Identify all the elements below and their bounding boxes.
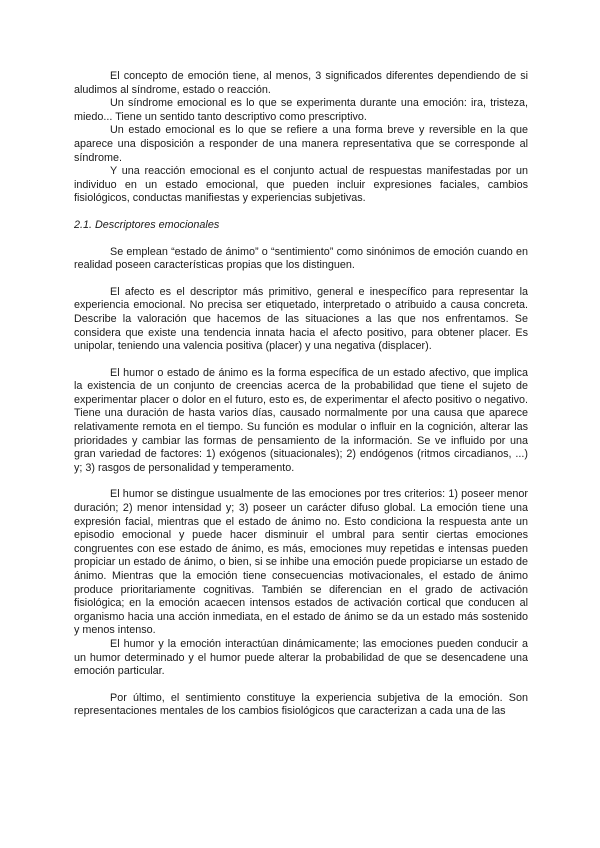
paragraph-mood-emotion-interaction: El humor y la emoción interactúan dinámicamente; las emociones pueden conducir a un humor determinado y el humor puede alterar la probabilidad de que se desencadene una emoción particular. xyxy=(74,637,528,678)
paragraph-affect: El afecto es el descriptor más primitivo, general e inespecífico para representar la experiencia emocional. No precisa ser etiquetado, interpretado o atribuido a causa concreta. Describe la valoración que hacemos de las situaciones a las que nos enfrentamos. Se considera que existe una tendencia innata hacia el afecto positivo, para obtener placer. Es unipolar, teniendo una valencia positiva (placer) y una negativa (displacer). xyxy=(74,285,528,353)
paragraph-mood-vs-emotion: El humor se distingue usualmente de las emociones por tres criterios: 1) poseer menor duración; 2) menor intensidad y; 3) poseer un carácter difuso global. La emoción tiene una expresión facial, mientras que el estado de ánimo no. Esto condiciona la respuesta ante un episodio emocional y puede hacer disminuir el umbral para sentir ciertas emociones congruentes con ese estado de ánimo, es más, emociones muy repetidas e intensas pueden propiciar un estado de ánimo, o bien, si se inhibe una emoción puede propiciarse un estado de ánimo. Mientras que la emoción tiene consecuencias motivacionales, el estado de ánimo produce prioritariamente cognitivas. También se diferencian en el grado de activación fisiológica; en la emoción acaecen intensos estados de activación cortical que conducen al organismo hacia una acción inmediata, en el estado de ánimo se da un estado más sostenido y menos intenso. xyxy=(74,488,528,637)
paragraph-emotional-syndrome: Un síndrome emocional es lo que se experimenta durante una emoción: ira, tristeza, miedo... Tiene un sentido tanto descriptivo como prescriptivo. xyxy=(74,97,528,123)
paragraph-mood: El humor o estado de ánimo es la forma específica de un estado afectivo, que implica la existencia de un conjunto de creencias acerca de la probabilidad que tiene el sujeto de experimentar placer o dolor en el futuro, esto es, de experimentar el afecto positivo o negativo. Tiene una duración de hasta varios días, causado normalmente por una causa que aparece relativamente remota en el tiempo. Su función es modular o influir en la cognición, alterar las prioridades y cambiar las formas de pensamiento de la información. Se ve influido por una gran variedad de factores: 1) exógenos (situacionales); 2) endógenos (ritmos circadianos, ...) y; 3) rasgos de personalidad y temperamento. xyxy=(74,366,528,474)
paragraph-emotional-state: Un estado emocional es lo que se refiere a una forma breve y reversible en la que aparece una disposición a responder de una manera representativa que se corresponde al síndrome. xyxy=(74,124,528,164)
paragraph-emotion-concept: El concepto de emoción tiene, al menos, 3 significados diferentes dependiendo de si aludimos al síndrome, estado o reacción. xyxy=(74,70,528,96)
paragraph-emotional-reaction: Y una reacción emocional es el conjunto actual de respuestas manifestadas por un individuo en un estado emocional, que pueden incluir expresiones faciales, cambios fisiológicos, conductas manifiestas y experiencias subjetivas. xyxy=(74,165,528,205)
paragraph-feeling: Por último, el sentimiento constituye la experiencia subjetiva de la emoción. Son representaciones mentales de los cambios fisiológicos que caracterizan a cada una de las xyxy=(74,691,528,718)
paragraph-mood-synonyms: Se emplean “estado de ánimo” o “sentimiento” como sinónimos de emoción cuando en realidad poseen características propias que los distinguen. xyxy=(74,245,528,272)
section-heading: 2.1. Descriptores emocionales xyxy=(74,218,220,231)
